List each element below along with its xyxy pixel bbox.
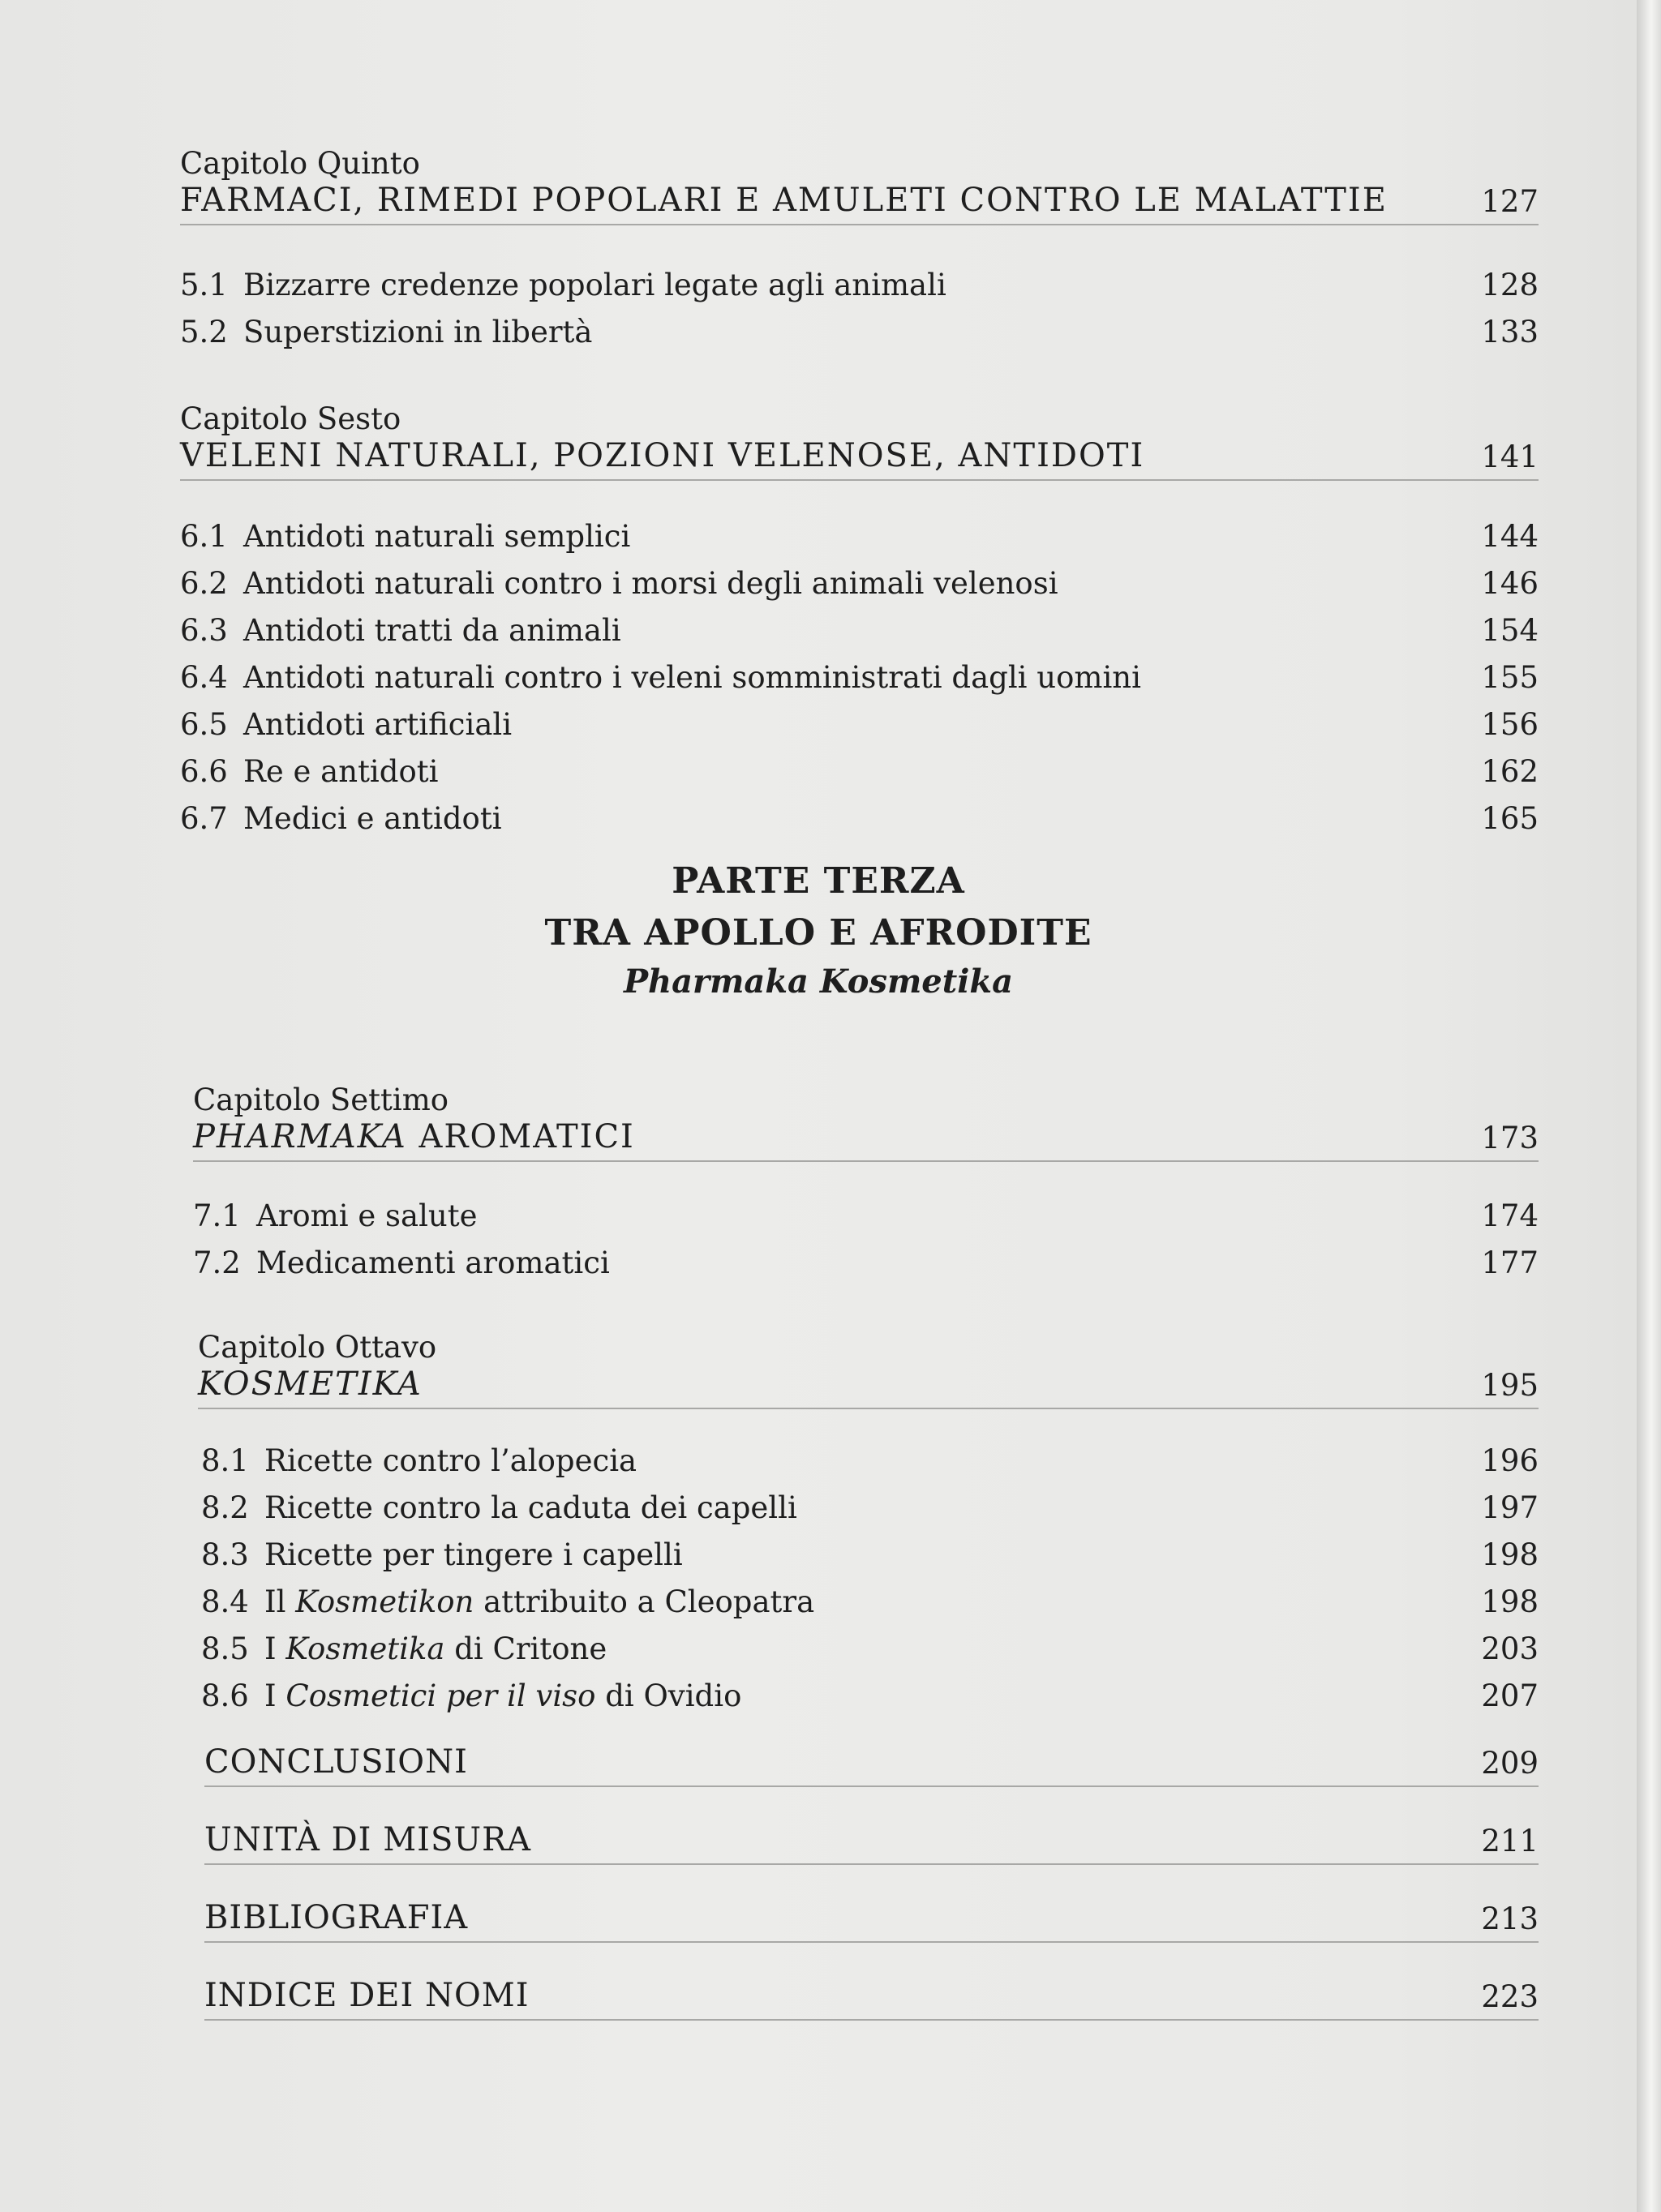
chapter-5-heading xyxy=(180,146,1539,225)
section-page: 165 xyxy=(1481,801,1539,836)
chapter-page: 173 xyxy=(1481,1121,1539,1155)
section-title: Antidoti tratti da animali xyxy=(243,613,621,648)
part-heading xyxy=(0,855,1637,1005)
toc-entry xyxy=(193,1245,1539,1292)
section-number: 6.2 xyxy=(180,566,228,601)
chapter-title: VELENI NATURALI, POZIONI VELENOSE, ANTIDOTI xyxy=(180,437,1145,474)
toc-entry xyxy=(180,315,1539,362)
section-number: 6.5 xyxy=(180,707,228,742)
title-italic: Kosmetikon xyxy=(295,1584,474,1619)
toc-entry xyxy=(201,1584,1539,1631)
chapter-5-sections xyxy=(180,268,1539,362)
section-number: 5.2 xyxy=(180,315,228,349)
chapter-7-sections xyxy=(193,1198,1539,1292)
endmatter-conclusioni xyxy=(204,1743,1539,1787)
section-title: Ricette contro la caduta dei capelli xyxy=(264,1490,797,1525)
toc-entry xyxy=(201,1443,1539,1490)
title-post: attribuito a Cleopatra xyxy=(474,1584,815,1619)
endmatter-bibliografia xyxy=(204,1899,1539,1943)
chapter-label: Capitolo Quinto xyxy=(180,146,420,181)
section-page: 156 xyxy=(1481,707,1539,742)
chapter-title-row xyxy=(198,1365,1539,1409)
endmatter-page: 209 xyxy=(1481,1746,1539,1781)
section-title xyxy=(264,1678,1481,1713)
section-page: 144 xyxy=(1481,519,1539,554)
section-number: 8.5 xyxy=(201,1631,249,1666)
endmatter-title: BIBLIOGRAFIA xyxy=(204,1899,469,1936)
section-page: 197 xyxy=(1481,1490,1539,1525)
endmatter-title: INDICE DEI NOMI xyxy=(204,1977,530,2014)
section-title: Superstizioni in libertà xyxy=(243,315,593,349)
chapter-page: 195 xyxy=(1481,1368,1539,1403)
toc-entry xyxy=(180,566,1539,613)
section-page: 198 xyxy=(1481,1537,1539,1572)
section-number: 8.2 xyxy=(201,1490,249,1525)
endmatter-unita-di-misura xyxy=(204,1821,1539,1865)
section-title: Medicamenti aromatici xyxy=(256,1245,610,1280)
section-title: Medici e antidoti xyxy=(243,801,502,836)
toc-entry xyxy=(180,519,1539,566)
chapter-label: Capitolo Sesto xyxy=(180,401,401,436)
section-title: Ricette contro l’alopecia xyxy=(264,1443,637,1478)
chapter-title-italic: PHARMAKA xyxy=(193,1118,407,1155)
chapter-title xyxy=(193,1118,635,1155)
section-number: 8.6 xyxy=(201,1678,249,1713)
section-page: 162 xyxy=(1481,754,1539,789)
section-page: 196 xyxy=(1481,1443,1539,1478)
endmatter-title: CONCLUSIONI xyxy=(204,1743,468,1781)
chapter-page: 141 xyxy=(1481,439,1539,474)
title-pre: I xyxy=(264,1631,286,1666)
title-pre: I xyxy=(264,1678,286,1713)
section-number: 8.4 xyxy=(201,1584,249,1619)
section-title: Antidoti naturali semplici xyxy=(243,519,631,554)
section-number: 6.3 xyxy=(180,613,228,648)
chapter-title-row xyxy=(193,1118,1539,1162)
title-italic: Kosmetika xyxy=(285,1631,445,1666)
toc-entry xyxy=(180,707,1539,754)
section-page: 154 xyxy=(1481,613,1539,648)
toc-entry xyxy=(201,1490,1539,1537)
chapter-6-sections xyxy=(180,519,1539,848)
endmatter-title: UNITÀ DI MISURA xyxy=(204,1821,532,1858)
section-page: 146 xyxy=(1481,566,1539,601)
chapter-8-sections xyxy=(201,1443,1539,1725)
section-title xyxy=(264,1584,1481,1619)
section-number: 7.2 xyxy=(193,1245,241,1280)
title-post: di Ovidio xyxy=(595,1678,742,1713)
toc-entry xyxy=(180,660,1539,707)
endmatter-indice-dei-nomi xyxy=(204,1977,1539,2021)
section-title: Aromi e salute xyxy=(256,1198,478,1233)
section-title: Antidoti naturali contro i veleni somministrati dagli uomini xyxy=(243,660,1141,695)
section-page: 198 xyxy=(1481,1584,1539,1619)
chapter-title-rest: AROMATICI xyxy=(406,1118,635,1155)
title-italic: Cosmetici per il viso xyxy=(285,1678,596,1713)
section-page: 177 xyxy=(1481,1245,1539,1280)
section-page: 133 xyxy=(1481,315,1539,349)
toc-entry xyxy=(180,268,1539,315)
section-page: 174 xyxy=(1481,1198,1539,1233)
section-number: 6.6 xyxy=(180,754,228,789)
toc-entry xyxy=(180,801,1539,848)
section-number: 8.1 xyxy=(201,1443,249,1478)
endmatter-page: 213 xyxy=(1481,1901,1539,1936)
toc-entry xyxy=(201,1678,1539,1725)
chapter-page: 127 xyxy=(1481,184,1539,219)
section-page: 203 xyxy=(1481,1631,1539,1666)
section-number: 5.1 xyxy=(180,268,228,302)
section-number: 8.3 xyxy=(201,1537,249,1572)
chapter-label: Capitolo Ottavo xyxy=(198,1330,437,1365)
chapter-7-heading xyxy=(193,1082,1539,1162)
chapter-title-row xyxy=(180,437,1539,481)
endmatter-page: 223 xyxy=(1481,1979,1539,2014)
part-number: PARTE TERZA xyxy=(672,860,965,902)
section-title: Antidoti naturali contro i morsi degli animali velenosi xyxy=(243,566,1058,601)
section-number: 6.1 xyxy=(180,519,228,554)
part-title: TRA APOLLO E AFRODITE xyxy=(544,912,1092,954)
chapter-title-row xyxy=(180,182,1539,225)
chapter-8-heading xyxy=(198,1330,1539,1409)
section-number: 6.7 xyxy=(180,801,228,836)
section-page: 207 xyxy=(1481,1678,1539,1713)
section-title: Antidoti artificiali xyxy=(243,707,513,742)
section-title xyxy=(264,1631,1481,1666)
section-number: 6.4 xyxy=(180,660,228,695)
title-pre: Il xyxy=(264,1584,296,1619)
part-subtitle: Pharmaka Kosmetika xyxy=(623,962,1014,1001)
section-page: 155 xyxy=(1481,660,1539,695)
chapter-title-italic: KOSMETIKA xyxy=(198,1365,423,1403)
toc-entry xyxy=(193,1198,1539,1245)
section-title: Ricette per tingere i capelli xyxy=(264,1537,683,1572)
toc-entry xyxy=(201,1537,1539,1584)
toc-entry xyxy=(180,613,1539,660)
endmatter-page: 211 xyxy=(1481,1824,1539,1858)
section-title: Re e antidoti xyxy=(243,754,439,789)
section-page: 128 xyxy=(1481,268,1539,302)
chapter-label: Capitolo Settimo xyxy=(193,1082,449,1117)
title-post: di Critone xyxy=(444,1631,607,1666)
section-title: Bizzarre credenze popolari legate agli animali xyxy=(243,268,946,302)
page-edge xyxy=(1637,0,1661,2212)
chapter-title: FARMACI, RIMEDI POPOLARI E AMULETI CONTRO LE MALATTIE xyxy=(180,182,1388,219)
chapter-6-heading xyxy=(180,401,1539,481)
section-number: 7.1 xyxy=(193,1198,241,1233)
toc-entry xyxy=(180,754,1539,801)
toc-entry xyxy=(201,1631,1539,1678)
chapter-title xyxy=(198,1365,423,1403)
